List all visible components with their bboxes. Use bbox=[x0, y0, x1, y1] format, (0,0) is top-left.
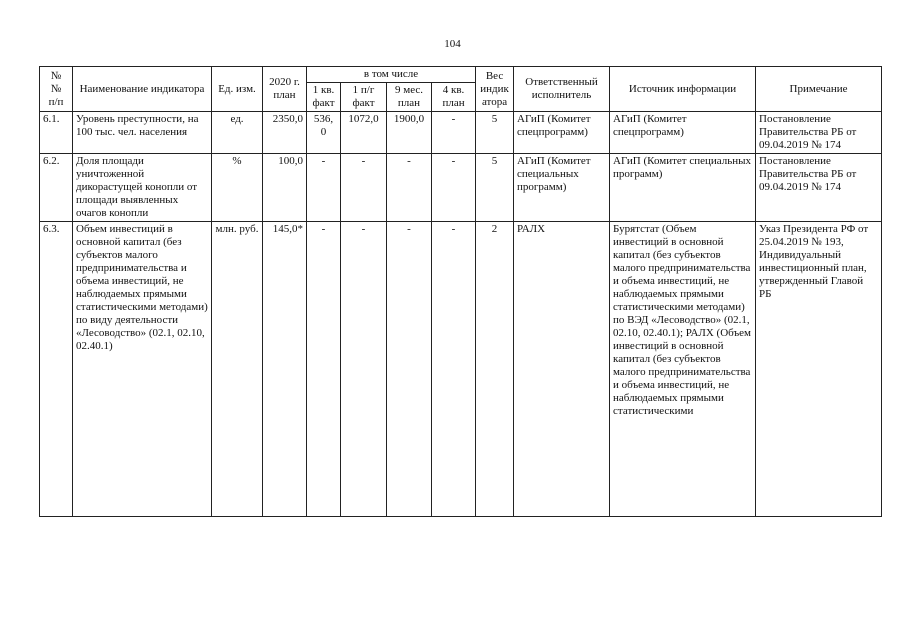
header-q4: 4 кв. план bbox=[432, 83, 476, 112]
header-unit: Ед. изм. bbox=[212, 67, 263, 112]
header-note: Примечание bbox=[756, 67, 882, 112]
row-weight: 2 bbox=[476, 222, 514, 517]
row-note: Постановление Правительства РБ от 09.04.2019 № 174 bbox=[756, 154, 882, 222]
header-q1: 1 кв. факт bbox=[307, 83, 341, 112]
row-weight: 5 bbox=[476, 154, 514, 222]
indicators-table bbox=[39, 66, 882, 517]
row-q4: - bbox=[432, 112, 476, 154]
row-executor: АГиП (Комитет спецпрограмм) bbox=[514, 112, 610, 154]
header-weight: Вес индик атора bbox=[476, 67, 514, 112]
row-plan-2020: 145,0* bbox=[263, 222, 307, 517]
row-h1: 1072,0 bbox=[341, 112, 387, 154]
row-num: 6.2. bbox=[40, 154, 73, 222]
row-9m: 1900,0 bbox=[387, 112, 432, 154]
row-unit: млн. руб. bbox=[212, 222, 263, 517]
row-9m: - bbox=[387, 222, 432, 517]
row-h1: - bbox=[341, 154, 387, 222]
row-name: Уровень преступности, на 100 тыс. чел. населения bbox=[73, 112, 212, 154]
header-9m: 9 мес. план bbox=[387, 83, 432, 112]
header-h1: 1 п/г факт bbox=[341, 83, 387, 112]
table-row bbox=[40, 154, 882, 222]
header-plan-2020: 2020 г. план bbox=[263, 67, 307, 112]
row-plan-2020: 100,0 bbox=[263, 154, 307, 222]
header-source: Источник информации bbox=[610, 67, 756, 112]
row-source: Бурятстат (Объем инвестиций в основной капитал (без субъектов малого предпринимательства и объема инвестиций, не наблюдаемых прямыми статистическими методами) по ВЭД «Лесоводство» (02.1, 02.10, 02.40.1); РАЛХ (Объем инвестиций в основной капитал (без субъектов малого предпринимательства и объема инвестиций, не наблюдаемых прямыми статистическими bbox=[610, 222, 756, 517]
header-executor: Ответственный исполнитель bbox=[514, 67, 610, 112]
row-source: АГиП (Комитет спецпрограмм) bbox=[610, 112, 756, 154]
row-executor: АГиП (Комитет специальных программ) bbox=[514, 154, 610, 222]
row-q1: - bbox=[307, 222, 341, 517]
header-num: № № п/п bbox=[40, 67, 73, 112]
row-q4: - bbox=[432, 154, 476, 222]
row-plan-2020: 2350,0 bbox=[263, 112, 307, 154]
row-note: Постановление Правительства РБ от 09.04.2019 № 174 bbox=[756, 112, 882, 154]
row-weight: 5 bbox=[476, 112, 514, 154]
header-including: в том числе bbox=[307, 67, 476, 83]
row-name: Объем инвестиций в основной капитал (без субъектов малого предпринимательства и объема инвестиций, не наблюдаемых прямыми статистическими методами) по виду деятельности «Лесоводство» (02.1, 02.10, 02.40.1) bbox=[73, 222, 212, 517]
row-source: АГиП (Комитет специальных программ) bbox=[610, 154, 756, 222]
row-9m: - bbox=[387, 154, 432, 222]
row-q1: - bbox=[307, 154, 341, 222]
row-h1: - bbox=[341, 222, 387, 517]
row-num: 6.3. bbox=[40, 222, 73, 517]
row-executor: РАЛХ bbox=[514, 222, 610, 517]
page-number: 104 bbox=[444, 38, 461, 50]
row-name: Доля площади уничтоженной дикорастущей конопли от площади выявленных очагов конопли bbox=[73, 154, 212, 222]
row-q4: - bbox=[432, 222, 476, 517]
table-row bbox=[40, 222, 882, 517]
row-unit: % bbox=[212, 154, 263, 222]
row-note: Указ Президента РФ от 25.04.2019 № 193, Индивидуальный инвестиционный план, утвержденный Главой РБ bbox=[756, 222, 882, 517]
header-name: Наименование индикатора bbox=[73, 67, 212, 112]
row-q1: 536, 0 bbox=[307, 112, 341, 154]
row-unit: ед. bbox=[212, 112, 263, 154]
table-row bbox=[40, 112, 882, 154]
row-num: 6.1. bbox=[40, 112, 73, 154]
